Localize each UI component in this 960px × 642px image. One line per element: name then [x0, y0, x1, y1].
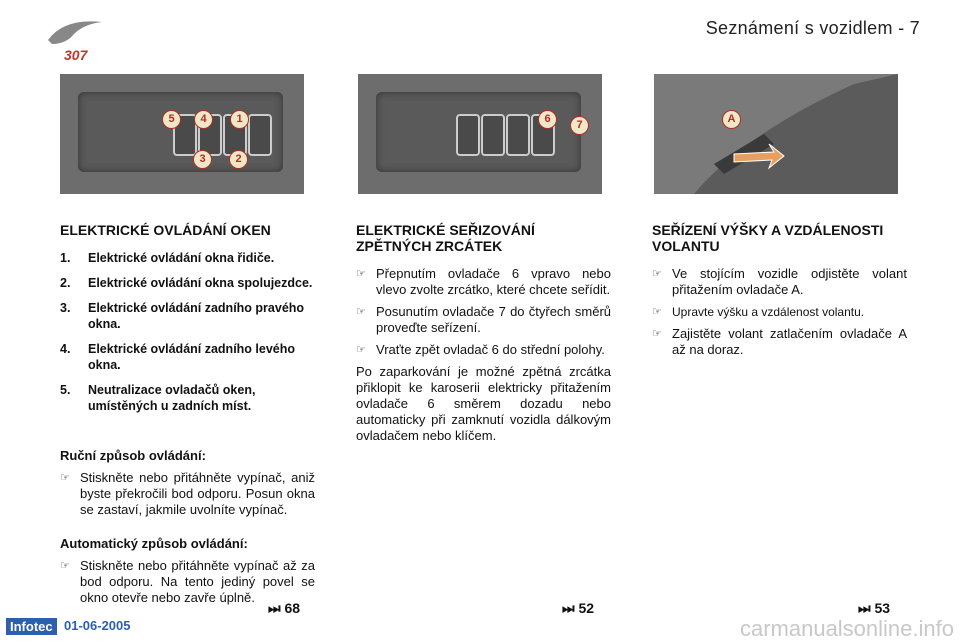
- mirror-bullet: ☞ Přepnutím ovladače 6 vpravo nebo vlevo zvolte zrcátko, které chcete seřídit.: [356, 266, 611, 297]
- page-title: Seznámení s vozidlem - 7: [705, 18, 920, 38]
- callout-a: A: [722, 110, 741, 129]
- page-ref-68[interactable]: ⏭ 68: [268, 600, 301, 616]
- callout-2: 2: [229, 150, 248, 169]
- window-switch-list: [60, 250, 315, 414]
- steering-adjust-photo: [654, 74, 898, 194]
- mirror-controls-photo: [358, 74, 602, 194]
- section-title: ELEKTRICKÉ SEŘIZOVÁNÍ ZPĚTNÝCH ZRCÁTEK: [356, 222, 535, 254]
- pointing-hand-icon: ☞: [356, 306, 366, 318]
- fast-forward-icon: ⏭: [268, 600, 281, 616]
- mirror-bullet: ☞ Vraťte zpět ovladač 6 do střední polohy.: [356, 342, 605, 357]
- pointing-hand-icon: ☞: [356, 268, 366, 280]
- auto-mode-bullet: ☞ Stiskněte nebo přitáhněte vypínač až za bod odporu. Na tento jediný povel se okno otevře nebo zavře úplně.: [60, 558, 315, 605]
- list-item: 4. Elektrické ovládání zadního levého okna.: [60, 342, 296, 372]
- steering-adjust-section: [652, 222, 907, 364]
- logo-text: 307: [64, 47, 88, 63]
- steering-bullet: ☞ Ve stojícím vozidle odjistěte volant přitažením ovladače A.: [652, 266, 907, 297]
- page-ref-52[interactable]: ⏭ 52: [562, 600, 595, 616]
- page-ref-53[interactable]: ⏭ 53: [858, 600, 891, 616]
- steering-bullet: ☞ Zajistěte volant zatlačením ovladače A až na doraz.: [652, 326, 907, 357]
- window-controls-photo: [60, 74, 304, 194]
- mirror-fold-paragraph: Po zaparkování je možné zpětná zrcátka přiklopit ke karoserii elektricky přitažením ovladače 6 směrem dozadu nebo automaticky při zamknutí vozidla dálkovým ovladačem nebo klíčem.: [356, 364, 611, 443]
- mirror-adjust-section: [356, 222, 611, 444]
- list-item: 1. Elektrické ovládání okna řidiče.: [60, 251, 275, 265]
- pointing-hand-icon: ☞: [356, 344, 366, 356]
- section-title: SEŘÍZENÍ VÝŠKY A VZDÁLENOSTI VOLANTU: [652, 222, 884, 254]
- peugeot-307-logo: [44, 14, 108, 64]
- list-item: 2. Elektrické ovládání okna spolujezdce.: [60, 276, 313, 290]
- callout-4: 4: [194, 110, 213, 129]
- list-item: 3. Elektrické ovládání zadního pravého okna.: [60, 301, 305, 331]
- callout-1: 1: [230, 110, 249, 129]
- auto-mode-title: Automatický způsob ovládání:: [60, 536, 248, 551]
- list-item: 5. Neutralizace ovladačů oken, umístěných u zadních míst.: [60, 383, 256, 413]
- mirror-bullet: ☞ Posunutím ovladače 7 do čtyřech směrů proveďte seřízení.: [356, 304, 611, 335]
- footer-date: 01-06-2005: [64, 618, 131, 633]
- manual-mode-title: Ruční způsob ovládání:: [60, 448, 206, 463]
- callout-5: 5: [162, 110, 181, 129]
- fast-forward-icon: ⏭: [562, 600, 575, 616]
- callout-6: 6: [538, 110, 557, 129]
- pointing-hand-icon: ☞: [60, 560, 70, 572]
- section-title: ELEKTRICKÉ OVLÁDÁNÍ OKEN: [60, 222, 271, 238]
- pointing-hand-icon: ☞: [652, 306, 662, 318]
- pointing-hand-icon: ☞: [60, 472, 70, 484]
- callout-3: 3: [193, 150, 212, 169]
- manual-mode-bullet: ☞ Stiskněte nebo přitáhněte vypínač, aniž byste překročili bod odporu. Posun okna se zastaví, jakmile uvolníte vypínač.: [60, 470, 315, 517]
- pointing-hand-icon: ☞: [652, 328, 662, 340]
- window-controls-section: [60, 222, 315, 612]
- fast-forward-icon: ⏭: [858, 600, 871, 616]
- steering-bullet: ☞ Upravte výšku a vzdálenost volantu.: [652, 305, 865, 319]
- infotec-badge: Infotec: [6, 618, 57, 635]
- callout-7: 7: [570, 116, 589, 135]
- watermark: carmanualsonline.info: [739, 616, 954, 641]
- pointing-hand-icon: ☞: [652, 268, 662, 280]
- steering-lever-icon: [654, 74, 898, 194]
